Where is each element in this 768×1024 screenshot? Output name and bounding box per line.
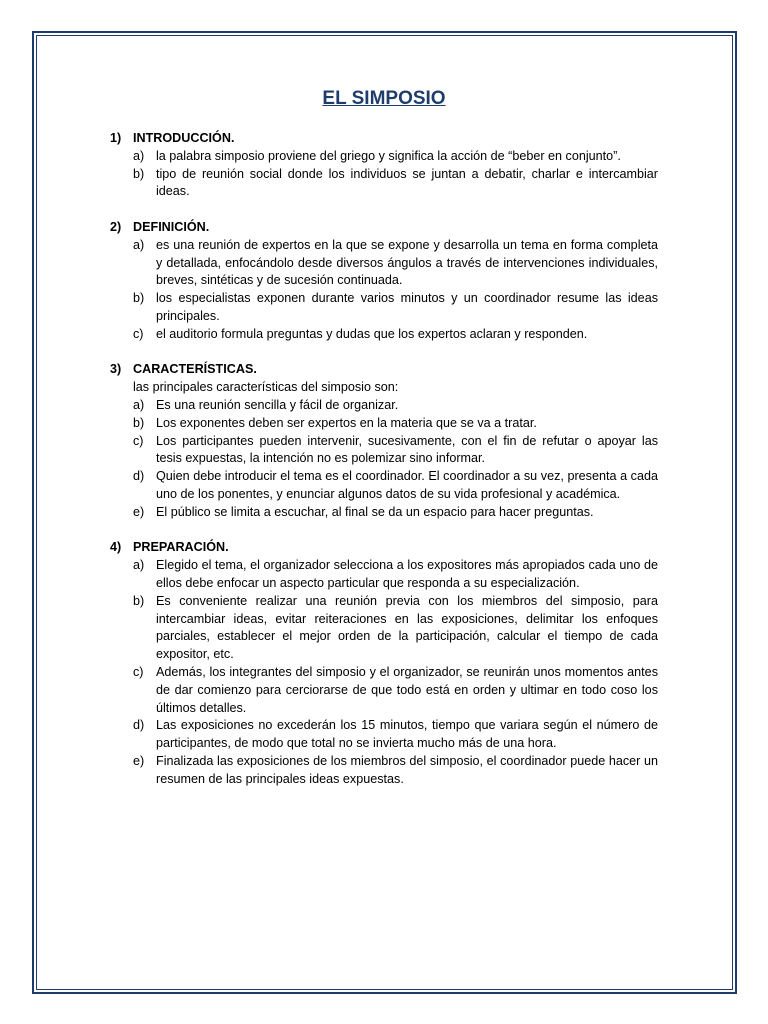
- section-definicion: [110, 219, 658, 344]
- list-item: [110, 148, 658, 166]
- item-letter: c): [133, 664, 144, 679]
- item-text: Es conveniente realizar una reunión previa con los miembros del simposio, para intercambiar ideas, evitar reiteraciones en las exposiciones, delimitar los enfoques parciales, establecer el mejor orden de la participación, calcular el tiempo de cada expositor, etc.: [156, 593, 658, 662]
- document-body: [110, 130, 658, 806]
- list-item: [110, 433, 658, 469]
- list-item: [110, 664, 658, 717]
- list-item: [110, 397, 658, 415]
- item-letter: a): [133, 558, 145, 573]
- item-text: Quien debe introducir el tema es el coordinador. El coordinador a su vez, presenta a cada uno de los ponentes, y enunciar algunos datos de su vida profesional y académica.: [156, 469, 658, 501]
- item-letter: a): [133, 397, 145, 412]
- item-text: es una reunión de expertos en la que se expone y desarrolla un tema en forma completa y detallada, enfocándolo desde diversos ángulos a través de intervenciones individuales, breves, sintéticas y de sucesión continuada.: [156, 237, 658, 288]
- item-text: Elegido el tema, el organizador selecciona a los expositores más apropiados cada uno de ellos debe enfocar un aspecto particular que responda a su especialización.: [156, 558, 658, 590]
- section-title: CARACTERÍSTICAS.: [133, 362, 257, 377]
- item-text: Además, los integrantes del simposio y el organizador, se reunirán unos momentos antes de dar comienzo para cerciorarse de que todo está en orden y ultimar en todo coso los últimos detalles.: [156, 664, 658, 715]
- section-preparacion: [110, 539, 658, 788]
- item-letter: b): [133, 291, 145, 306]
- section-title: DEFINICIÓN.: [133, 219, 210, 234]
- list-item: [110, 237, 658, 290]
- item-text: el auditorio formula preguntas y dudas que los expertos aclaran y responden.: [156, 326, 588, 341]
- item-text: la palabra simposio proviene del griego y significa la acción de “beber en conjunto”.: [156, 148, 621, 163]
- section-number: 2): [110, 219, 122, 234]
- item-letter: e): [133, 504, 145, 519]
- section-heading: [110, 219, 658, 237]
- list-item: [110, 166, 658, 202]
- item-letter: d): [133, 718, 145, 733]
- section-introduccion: [110, 130, 658, 201]
- list-item: [110, 326, 658, 344]
- item-letter: c): [133, 433, 144, 448]
- section-heading: [110, 130, 658, 148]
- document-title: EL SIMPOSIO: [322, 88, 446, 109]
- list-item: [110, 415, 658, 433]
- section-title: PREPARACIÓN.: [133, 540, 229, 555]
- section-caracteristicas: [110, 361, 658, 521]
- section-number: 1): [110, 131, 122, 145]
- item-text: tipo de reunión social donde los individuos se juntan a debatir, charlar e intercambiar ideas.: [156, 166, 658, 199]
- section-number: 3): [110, 362, 122, 377]
- item-letter: a): [133, 237, 145, 252]
- item-text: Las exposiciones no excederán los 15 minutos, tiempo que variara según el número de participantes, de modo que total no se invierta mucho más de una hora.: [156, 718, 658, 751]
- list-item: [110, 504, 658, 522]
- item-letter: e): [133, 753, 145, 768]
- list-item: [110, 593, 658, 664]
- item-letter: c): [133, 326, 144, 341]
- list-item: [110, 717, 658, 753]
- list-item: [110, 468, 658, 504]
- list-item: [110, 290, 658, 326]
- list-item: [110, 557, 658, 593]
- section-number: 4): [110, 540, 122, 555]
- item-letter: b): [133, 593, 145, 608]
- item-text: los especialistas exponen durante varios minutos y un coordinador resume las ideas principales.: [156, 291, 658, 323]
- item-text: Los participantes pueden intervenir, sucesivamente, con el fin de refutar o apoyar las tesis expuestas, la intención no es polemizar sino informar.: [156, 433, 658, 466]
- item-letter: b): [133, 415, 145, 430]
- item-letter: d): [133, 469, 145, 484]
- section-heading: [110, 361, 658, 379]
- item-letter: b): [133, 166, 145, 181]
- list-item: [110, 753, 658, 789]
- item-text: Es una reunión sencilla y fácil de organizar.: [156, 397, 399, 412]
- item-text: Los exponentes deben ser expertos en la materia que se va a tratar.: [156, 415, 537, 430]
- item-text: El público se limita a escuchar, al final se da un espacio para hacer preguntas.: [156, 504, 594, 519]
- section-title: INTRODUCCIÓN.: [133, 131, 235, 145]
- section-intro: las principales características del simposio son:: [133, 380, 399, 395]
- section-heading: [110, 539, 658, 557]
- item-text: Finalizada las exposiciones de los miembros del simposio, el coordinador puede hacer un resumen de las principales ideas expuestas.: [156, 753, 658, 786]
- item-letter: a): [133, 148, 145, 163]
